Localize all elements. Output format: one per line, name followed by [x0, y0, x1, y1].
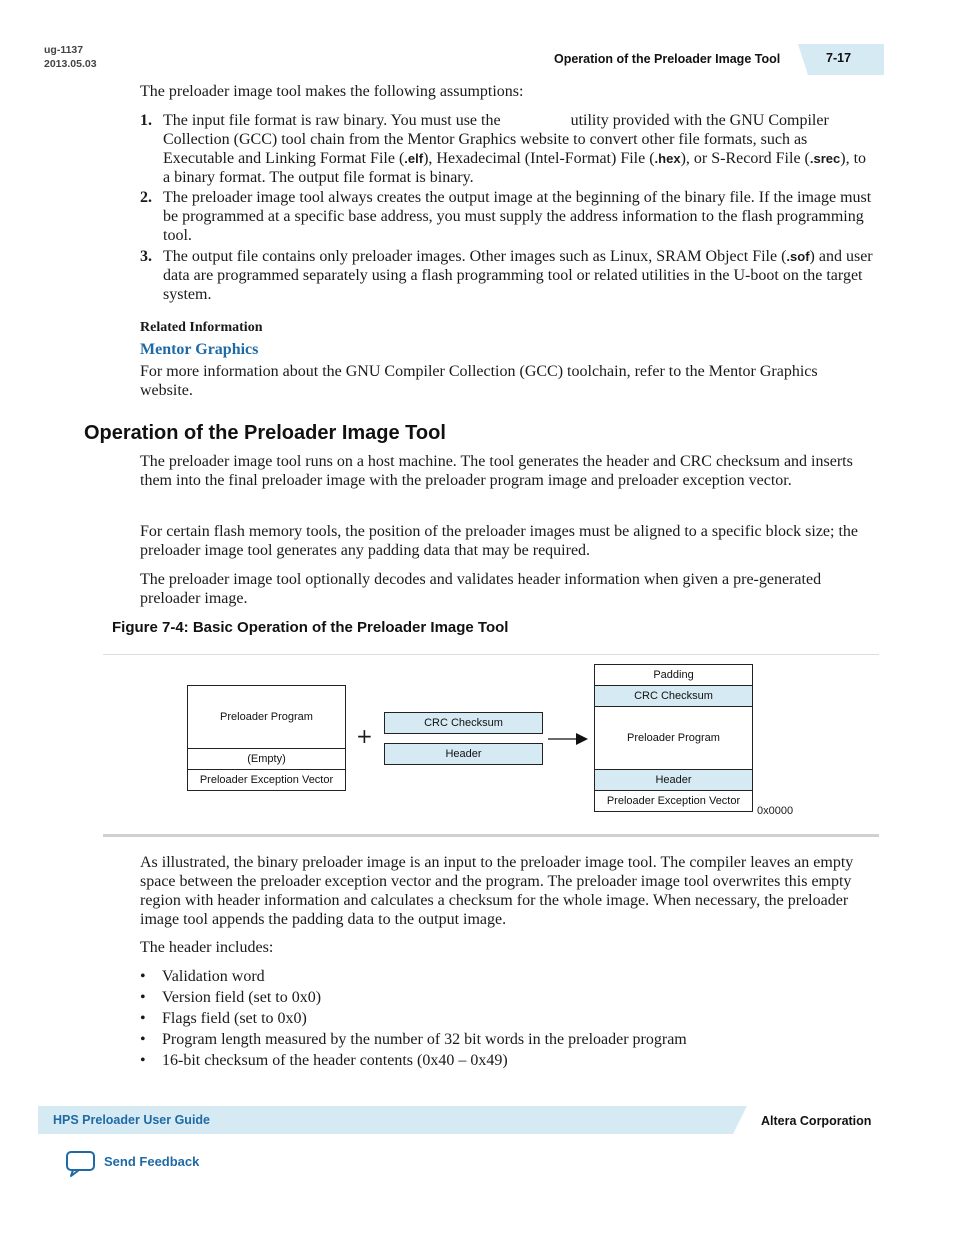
running-header-title: Operation of the Preloader Image Tool — [554, 52, 781, 66]
after-paragraph: As illustrated, the binary preloader image is an input to the preloader image tool. The compiler leaves an empty space between the preloader exception vector and the program. The preloader image tool overwrites this empty region with header information and calculates a checksum for the whole image. When necessary, the preloader image tool appends the padding data to the output image. — [140, 854, 854, 928]
doc-date: 2013.05.03 — [44, 58, 97, 70]
header-contents-list — [140, 966, 860, 1071]
list-intro: The header includes: — [140, 939, 274, 956]
figure-bottom-rule — [103, 834, 879, 837]
file-ext-hex: .hex — [654, 151, 681, 166]
section-paragraph-1: The preloader image tool runs on a host machine. The tool generates the header and CRC checksum and inserts them into the final preloader image with the preloader program image and preloader exception vector. — [140, 453, 853, 489]
figure-top-rule — [103, 654, 879, 655]
input-exception-vector: Preloader Exception Vector — [187, 769, 346, 791]
file-ext-sof: .sof — [786, 249, 810, 264]
assumption-3: The output file contains only preloader images. Other images such as Linux, SRAM Object File (.sof) and user data are programmed separately using a flash programming tool or related utilities in the U-boot on the target system. — [163, 248, 873, 303]
output-header: Header — [594, 769, 753, 791]
send-feedback-link[interactable]: Send Feedback — [104, 1154, 200, 1169]
list-item: • Version field (set to 0x0) — [140, 987, 860, 1008]
list-item: • Flags field (set to 0x0) — [140, 1008, 860, 1029]
section-heading: Operation of the Preloader Image Tool — [84, 422, 446, 444]
document-id — [44, 43, 97, 71]
page-number: 7-17 — [826, 51, 852, 65]
list-item: • Validation word — [140, 966, 860, 987]
doc-number: ug-1137 — [44, 44, 84, 56]
input-preloader-program: Preloader Program — [187, 685, 346, 749]
mentor-graphics-link[interactable]: Mentor Graphics — [140, 341, 259, 358]
tool-crc-checksum: CRC Checksum — [384, 712, 543, 734]
figure-caption: Figure 7-4: Basic Operation of the Preloader Image Tool — [112, 619, 509, 636]
assumption-2: The preloader image tool always creates the output image at the beginning of the binary file. If the image must be programmed at a specific base address, you must supply the address information to the flash programming tool. — [163, 189, 872, 244]
feedback-icon[interactable] — [65, 1150, 97, 1178]
arrow-right-icon — [548, 732, 590, 746]
file-ext-srec: .srec — [809, 151, 841, 166]
list-number-1: 1. — [140, 112, 152, 129]
list-number-2: 2. — [140, 189, 152, 206]
output-exception-vector: Preloader Exception Vector — [594, 790, 753, 812]
tool-header: Header — [384, 743, 543, 765]
plus-sign: + — [356, 724, 373, 748]
footer-guide-title[interactable]: HPS Preloader User Guide — [53, 1113, 211, 1127]
output-crc-checksum: CRC Checksum — [594, 685, 753, 707]
input-empty-region: (Empty) — [187, 748, 346, 770]
section-paragraph-2: For certain flash memory tools, the position of the preloader images must be aligned to a specific block size; the preloader image tool generates any padding data that may be required. — [140, 523, 859, 559]
list-item: • 16-bit checksum of the header contents (0x40 – 0x49) — [140, 1050, 860, 1071]
section-paragraph-3: The preloader image tool optionally decodes and validates header information when given a pre-generated preloader image. — [140, 571, 822, 607]
footer-company: Altera Corporation — [761, 1114, 872, 1128]
file-ext-elf: .elf — [404, 151, 424, 166]
base-address-label: 0x0000 — [757, 805, 794, 817]
intro-paragraph: The preloader image tool makes the following assumptions: — [140, 83, 524, 100]
output-padding: Padding — [594, 664, 753, 686]
related-information-heading: Related Information — [140, 320, 263, 335]
list-item: • Program length measured by the number of 32 bit words in the preloader program — [140, 1029, 860, 1050]
assumption-1: The input file format is raw binary. You must use the utility provided with the GNU Compiler Collection (GCC) tool chain from the Mentor Graphics website to convert other file formats, such as Executable and Linking Format File (.elf), Hexadecimal (Intel-Format) File (.hex), or S-Record File (.srec), to a binary format. The output file format is binary. — [163, 112, 867, 186]
output-preloader-program: Preloader Program — [594, 706, 753, 770]
related-description: For more information about the GNU Compiler Collection (GCC) toolchain, refer to the Mentor Graphics website. — [140, 363, 818, 399]
list-number-3: 3. — [140, 248, 152, 265]
